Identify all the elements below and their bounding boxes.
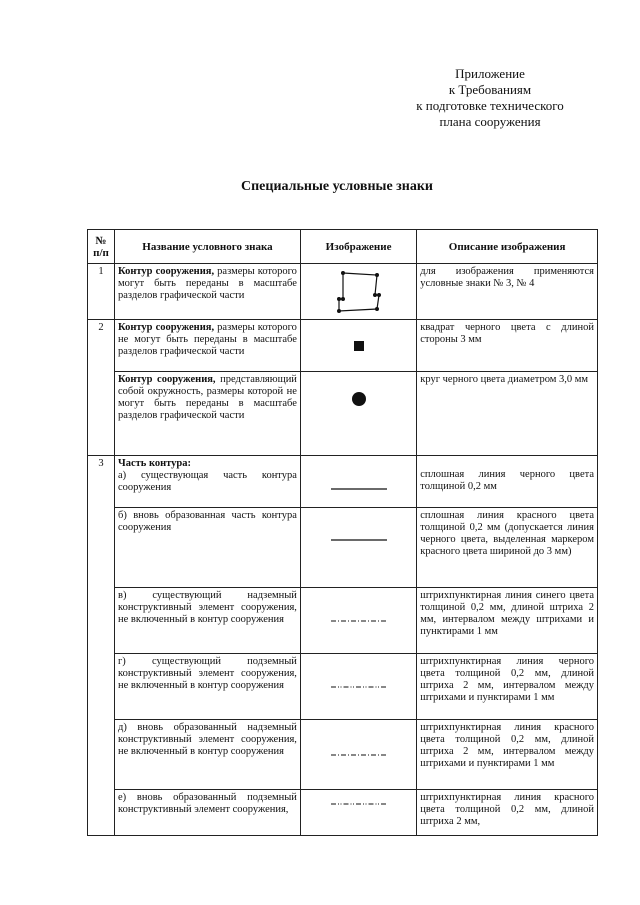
- table-row: [88, 790, 598, 836]
- black-circle-icon: [300, 372, 416, 456]
- table-row: [88, 264, 598, 320]
- header-line-1: Приложение: [455, 66, 525, 81]
- appendix-header: [380, 66, 600, 130]
- row-desc: сплошная линия черного цвета толщиной 0,2 мм: [417, 456, 598, 508]
- col-header-num: № п/п: [88, 230, 115, 264]
- row-name: Контур сооружения, размеры которого могут быть переданы в масштабе разделов графической части: [115, 264, 301, 320]
- row-name: в) существующий надземный конструктивный элемент сооружения, не включенный в контур сооружения: [115, 588, 301, 654]
- row-num: [88, 372, 115, 456]
- row-desc: круг черного цвета диаметром 3,0 мм: [417, 372, 598, 456]
- row-name: Контур сооружения, размеры которого не могут быть переданы в масштабе разделов графической части: [115, 320, 301, 372]
- polygon-outline-icon: [300, 264, 416, 320]
- header-line-2: к Требованиям: [448, 82, 532, 97]
- table-header-row: [88, 230, 598, 264]
- black-square-icon: [300, 320, 416, 372]
- row-name: д) вновь образованный надземный конструктивный элемент сооружения, не включенный в контур сооружения: [115, 720, 301, 790]
- table-row: [88, 654, 598, 720]
- dash-double-dot-line-icon: [300, 790, 416, 836]
- row-num: [88, 588, 115, 654]
- row-desc: штрихпунктирная линия красного цвета толщиной 0,2 мм, длиной штриха 2 мм, интервалом между штрихами и пунктирами 1 мм: [417, 720, 598, 790]
- col-header-desc: Описание изображения: [417, 230, 598, 264]
- table-row: [88, 372, 598, 456]
- table-row: [88, 720, 598, 790]
- row-num: [88, 654, 115, 720]
- table-row: [88, 588, 598, 654]
- row-num: [88, 720, 115, 790]
- row-name: е) вновь образованный подземный конструктивный элемент сооружения,: [115, 790, 301, 836]
- header-line-3: к подготовке технического: [416, 98, 564, 113]
- solid-line-icon: [300, 508, 416, 588]
- header-line-4: плана сооружения: [439, 114, 541, 129]
- col-header-image: Изображение: [300, 230, 416, 264]
- dash-dot-line-icon: [300, 720, 416, 790]
- row-name: Часть контура: а) существующая часть контура сооружения: [115, 456, 301, 508]
- table-row: [88, 508, 598, 588]
- dash-double-dot-line-icon: [300, 654, 416, 720]
- part-contour-heading: Часть контура:: [118, 458, 192, 469]
- row-num: [88, 790, 115, 836]
- row-desc: штрихпунктирная линия черного цвета толщиной 0,2 мм, длиной штриха 2 мм, интервалом между штрихами и пунктирами 1 мм: [417, 654, 598, 720]
- row-num: 3: [88, 456, 115, 508]
- col-header-name: Название условного знака: [115, 230, 301, 264]
- symbols-table: [87, 229, 598, 836]
- row-desc: штрихпунктирная линия синего цвета толщиной 0,2 мм, длиной штриха 2 мм, интервалом между штрихами и пунктирами 1 мм: [417, 588, 598, 654]
- table-row: [88, 320, 598, 372]
- row-desc: сплошная линия красного цвета толщиной 0,2 мм (допускается линия черного цвета, выделенная маркером красного цвета шириной до 3 мм): [417, 508, 598, 588]
- dash-dot-line-icon: [300, 588, 416, 654]
- solid-line-icon: [300, 456, 416, 508]
- row-desc: штрихпунктирная линия красного цвета толщиной 0,2 мм, длиной штриха 2 мм,: [417, 790, 598, 836]
- row-desc: квадрат черного цвета с длиной стороны 3 мм: [417, 320, 598, 372]
- row-num: [88, 508, 115, 588]
- row-name: б) вновь образованная часть контура сооружения: [115, 508, 301, 588]
- row-num: 1: [88, 264, 115, 320]
- row-name: г) существующий подземный конструктивный элемент сооружения, не включенный в контур сооружения: [115, 654, 301, 720]
- table-row: [88, 456, 598, 508]
- row-num: 2: [88, 320, 115, 372]
- page-title: Специальные условные знаки: [240, 179, 433, 194]
- row-desc: для изображения применяются условные знаки № 3, № 4: [417, 264, 598, 320]
- row-name: Контур сооружения, представляющий собой окружность, размеры которой не могут быть переданы в масштабе разделов графической части: [115, 372, 301, 456]
